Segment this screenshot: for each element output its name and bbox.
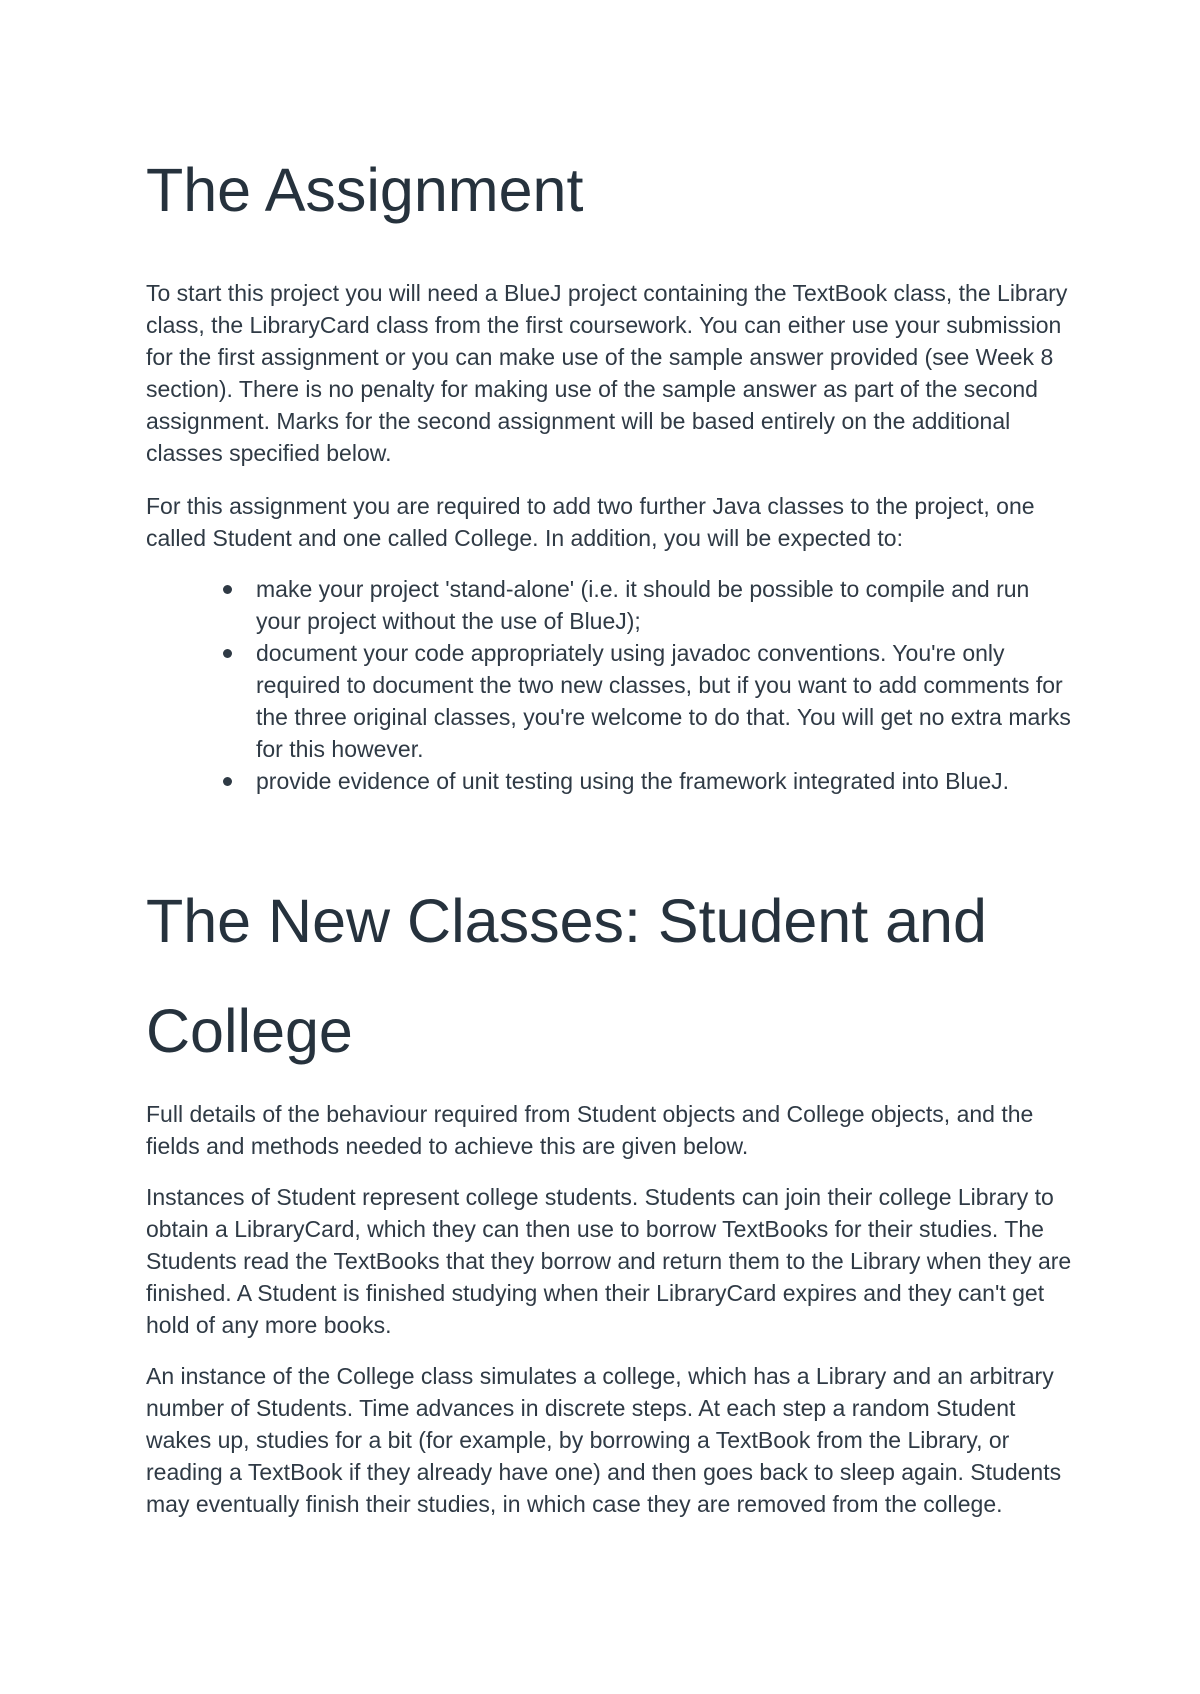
paragraph-text: Instances of Student represent college students. Students can join their college Library to obtain a LibraryCard, which they can then use to borrow TextBooks for their studies. The Students read the TextBooks that they borrow and return them to the Library when they are finished. A Student is finished studying when their LibraryCard expires and they can't get hold of any more books. bbox=[146, 1184, 1072, 1338]
paragraph-college bbox=[146, 1360, 1076, 1520]
list-item-text: make your project 'stand-alone' (i.e. it should be possible to compile and run your project without the use of BlueJ); bbox=[256, 576, 1030, 634]
list-item-text: provide evidence of unit testing using the framework integrated into BlueJ. bbox=[256, 768, 1010, 794]
section-heading-assignment: The Assignment bbox=[146, 156, 584, 224]
list-item bbox=[146, 765, 1076, 797]
list-item bbox=[146, 573, 1076, 637]
bullet-icon bbox=[223, 649, 232, 658]
paragraph-details bbox=[146, 1098, 1076, 1162]
paragraph-student bbox=[146, 1181, 1076, 1341]
paragraph-text: For this assignment you are required to add two further Java classes to the project, one called Student and one called College. In addition, you will be expected to: bbox=[146, 493, 1035, 551]
list-item-text: document your code appropriately using javadoc conventions. You're only required to document the two new classes, but if you want to add comments for the three original classes, you're welcome to do that. You will get no extra marks for this however. bbox=[256, 640, 1071, 762]
bullet-icon bbox=[223, 585, 232, 594]
paragraph-text: To start this project you will need a BlueJ project containing the TextBook class, the Library class, the LibraryCard class from the first coursework. You can either use your submission for the first assignment or you can make use of the sample answer provided (see Week 8 section). There is no penalty for making use of the sample answer as part of the second assignment. Marks for the second assignment will be based entirely on the additional classes specified below. bbox=[146, 280, 1068, 466]
paragraph-text: Full details of the behaviour required from Student objects and College objects, and the fields and methods needed to achieve this are given below. bbox=[146, 1101, 1034, 1159]
bullet-icon bbox=[223, 777, 232, 786]
requirements-list bbox=[146, 573, 1076, 797]
paragraph-text: An instance of the College class simulates a college, which has a Library and an arbitrary number of Students. Time advances in discrete steps. At each step a random Student wakes up, studies for a bit (for example, by borrowing a TextBook from the Library, or reading a TextBook if they already have one) and then goes back to sleep again. Students may eventually finish their studies, in which case they are removed from the college. bbox=[146, 1363, 1062, 1517]
list-item bbox=[146, 637, 1076, 765]
section-heading-new-classes: The New Classes: Student and College bbox=[146, 887, 987, 1065]
paragraph-requirements bbox=[146, 490, 1076, 554]
paragraph-intro bbox=[146, 277, 1076, 469]
